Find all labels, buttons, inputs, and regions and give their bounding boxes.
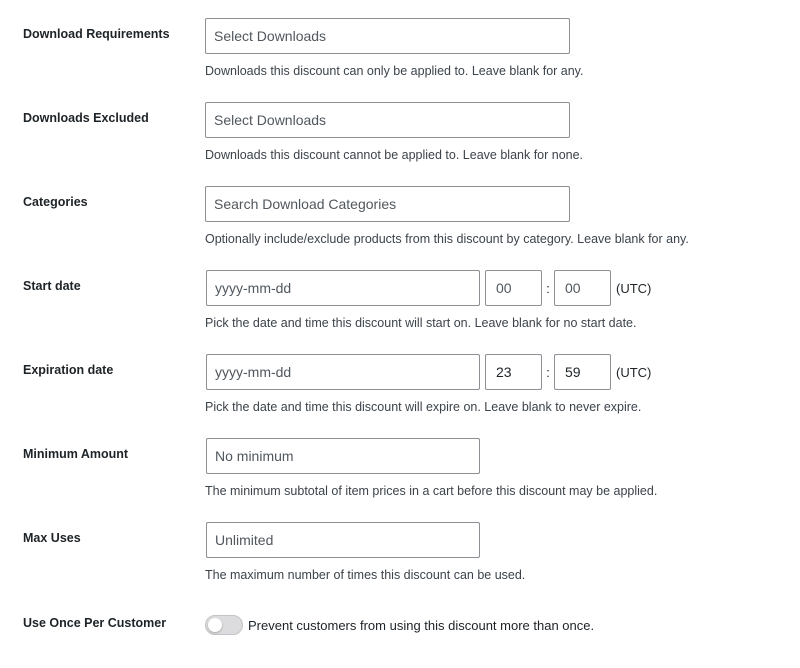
download-requirements-field-wrap xyxy=(205,18,570,54)
start-date-input[interactable] xyxy=(206,270,480,306)
max-uses-row xyxy=(0,530,800,614)
download-requirements-row xyxy=(0,26,800,110)
expiration-minute-input[interactable] xyxy=(554,354,611,390)
use-once-toggle-wrap xyxy=(205,614,594,636)
start-date-row xyxy=(0,278,800,362)
max-uses-input[interactable] xyxy=(206,522,480,558)
expiration-timezone-label: (UTC) xyxy=(616,364,652,380)
max-uses-field-wrap xyxy=(206,522,480,558)
categories-description: Optionally include/exclude products from this discount by category. Leave blank for any. xyxy=(205,232,689,246)
minimum-amount-field-wrap xyxy=(206,438,480,474)
download-requirements-select[interactable] xyxy=(205,18,570,54)
minimum-amount-description: The minimum subtotal of item prices in a cart before this discount may be applied. xyxy=(205,484,658,498)
max-uses-description: The maximum number of times this discount can be used. xyxy=(205,568,526,582)
minimum-amount-row xyxy=(0,446,800,530)
downloads-excluded-field-wrap xyxy=(205,102,570,138)
downloads-excluded-select[interactable] xyxy=(205,102,570,138)
toggle-knob xyxy=(208,618,222,632)
use-once-toggle-label[interactable]: Prevent customers from using this discount more than once. xyxy=(248,617,595,633)
expiration-hour-input[interactable] xyxy=(485,354,542,390)
categories-field-wrap xyxy=(205,186,570,222)
minimum-amount-label: Minimum Amount xyxy=(23,447,129,461)
downloads-excluded-row xyxy=(0,110,800,194)
start-hour-input[interactable] xyxy=(485,270,542,306)
use-once-toggle[interactable] xyxy=(205,615,243,635)
download-requirements-label: Download Requirements xyxy=(23,27,170,41)
start-time-separator: : xyxy=(546,280,550,296)
use-once-row xyxy=(0,615,800,655)
start-timezone-label: (UTC) xyxy=(616,280,652,296)
categories-row xyxy=(0,194,800,278)
start-date-description: Pick the date and time this discount will start on. Leave blank for no start date. xyxy=(205,316,637,330)
start-date-label: Start date xyxy=(23,279,81,293)
expiration-date-label: Expiration date xyxy=(23,363,114,377)
expiration-time-separator: : xyxy=(546,364,550,380)
max-uses-label: Max Uses xyxy=(23,531,81,545)
minimum-amount-input[interactable] xyxy=(206,438,480,474)
expiration-date-field-line xyxy=(206,354,651,390)
download-requirements-description: Downloads this discount can only be applied to. Leave blank for any. xyxy=(205,64,584,78)
use-once-label: Use Once Per Customer xyxy=(23,616,167,630)
expiration-date-row xyxy=(0,362,800,446)
downloads-excluded-description: Downloads this discount cannot be applied to. Leave blank for none. xyxy=(205,148,584,162)
start-date-field-line xyxy=(206,270,651,306)
categories-label: Categories xyxy=(23,195,88,209)
expiration-date-input[interactable] xyxy=(206,354,480,390)
start-minute-input[interactable] xyxy=(554,270,611,306)
downloads-excluded-label: Downloads Excluded xyxy=(23,111,149,125)
categories-search-input[interactable] xyxy=(205,186,570,222)
expiration-date-description: Pick the date and time this discount will expire on. Leave blank to never expire. xyxy=(205,400,642,414)
